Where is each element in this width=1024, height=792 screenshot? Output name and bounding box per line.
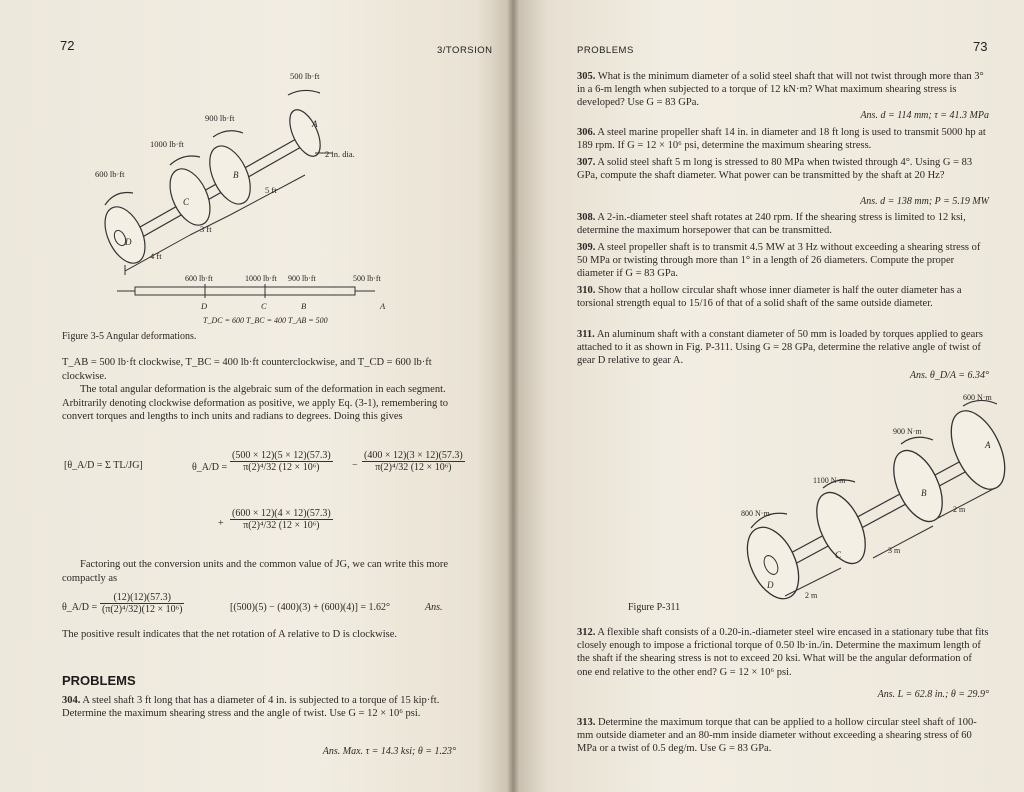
fbd-bottom-3: A — [380, 301, 386, 311]
figure-3-5-caption: Figure 3-5 Angular deformations. — [62, 331, 197, 342]
paragraph-3: Factoring out the conversion units and the common value of JG, we can write this more compactly as — [62, 559, 448, 584]
term1-denominator: π(2)⁴/32 (12 × 10⁶) — [243, 462, 320, 473]
problem-308-text: A 2-in.-diameter steel shaft rotates at 240 rpm. If the shearing stress is limited to 12 ksi, determine the maximum horsepower that can be transmitted. — [577, 212, 966, 237]
problem-306 — [577, 126, 989, 152]
problem-307-text: A solid steel shaft 5 m long is stressed to 80 MPa when twisted through 4°. Using G = 83 GPa, compute the shaft diameter. What power can be transmitted by the shaft at 20 Hz? — [577, 157, 973, 182]
p311-label-t2: 900 N·m — [893, 427, 922, 436]
fbd-bottom-0: D — [201, 301, 208, 311]
p311-label-l1: 2 m — [805, 591, 818, 600]
fig-label-dia: 2 in. dia. — [325, 149, 355, 159]
p311-label-d: D — [767, 580, 774, 590]
right-page — [513, 0, 1024, 792]
problem-306-number: 306. — [577, 127, 596, 138]
problem-308-number: 308. — [577, 212, 596, 223]
problem-312-answer: Ans. L = 62.8 in.; θ = 29.9° — [877, 689, 989, 700]
problem-308 — [577, 211, 989, 237]
problem-307 — [577, 156, 989, 182]
fbd-bottom-1: C — [261, 301, 267, 311]
problem-309-text: A steel propeller shaft is to transmit 4.5 MW at 3 Hz without exceeding a shearing stress of 50 MPa or twisting through more than 1° in a length of 26 diameters. Compute the proper diameter if G = 83 GPa. — [577, 242, 981, 280]
problem-313 — [577, 716, 989, 756]
equation-2-frac — [100, 592, 184, 615]
equation-1-lhs: [θ_A/D = Σ TL/JG] — [64, 460, 143, 471]
problem-311-answer: Ans. θ_D/A = 6.34° — [909, 370, 989, 381]
p311-label-t1: 600 N·m — [963, 393, 992, 402]
problem-312 — [577, 626, 989, 679]
p311-label-c: C — [835, 550, 842, 560]
problem-306-text: A steel marine propeller shaft 14 in. in diameter and 18 ft long is used to transmit 5000 hp at 189 rpm. If G = 12 × 10⁶ psi, determine the maximum shearing stress. — [577, 127, 986, 152]
page-number-right: 73 — [973, 39, 988, 54]
term3-numerator: (600 × 12)(4 × 12)(57.3) — [232, 508, 331, 519]
p311-label-a: A — [985, 440, 991, 450]
problem-305-answer: Ans. d = 114 mm; τ = 41.3 MPa — [860, 110, 989, 121]
problem-311-number: 311. — [577, 329, 595, 340]
figure-3-5 — [95, 65, 435, 340]
problem-311-text: An aluminum shaft with a constant diameter of 50 mm is loaded by torques applied to gears attached to it as shown in Fig. P-311. Using G = 28 GPa, determine the relative angle of twist of gear D relative to gear A. — [577, 329, 983, 367]
problem-305 — [577, 70, 989, 110]
fig-label-d: D — [125, 237, 132, 247]
equation-1-term2 — [362, 450, 465, 473]
p311-label-t3: 1100 N·m — [813, 476, 846, 485]
problem-307-number: 307. — [577, 157, 596, 168]
equation-2-denominator: (π(2)⁴/32)(12 × 10⁶) — [102, 604, 183, 615]
fbd-top-3: 500 lb·ft — [353, 274, 381, 283]
problem-304 — [62, 694, 456, 720]
problem-309-number: 309. — [577, 242, 596, 253]
fbd-top-2: 900 lb·ft — [288, 274, 316, 283]
problem-313-number: 313. — [577, 717, 596, 728]
equation-1-lhs2: θ_A/D = — [192, 462, 228, 473]
problem-313-text: Determine the maximum torque that can be applied to a hollow circular steel shaft of 100-mm outside diameter and an 80-mm inside diameter without exceeding a shearing stress of 60 MPa or a twist of 0.5 deg/m. Use G = 83 GPa. — [577, 717, 977, 755]
p311-label-b: B — [921, 488, 927, 498]
equation-1-minus: − — [352, 460, 358, 471]
problem-305-text: What is the minimum diameter of a solid steel shaft that will not twist through more than 3° in a 6-m length when subjected to a torque of 12 kN·m? What maximum shearing stress is developed? Use G = 83 GPa. — [577, 71, 984, 109]
problem-310-text: Show that a hollow circular shaft whose inner diameter is half the outer diameter has a torsional strength equal to 15/16 of that of a solid shaft of the same outside diameter. — [577, 285, 962, 310]
equation-2-numerator: (12)(12)(57.3) — [100, 592, 184, 604]
equation-2-rest: [(500)(5) − (400)(3) + (600)(4)] = 1.62° — [230, 602, 391, 613]
fbd-top-0: 600 lb·ft — [185, 274, 213, 283]
problem-310 — [577, 284, 989, 310]
problem-312-number: 312. — [577, 627, 596, 638]
paragraph-1: T_AB = 500 lb·ft clockwise, T_BC = 400 lb·ft counterclockwise, and T_CD = 600 lb·ft clockwise. — [62, 357, 432, 382]
term1-numerator: (500 × 12)(5 × 12)(57.3) — [232, 450, 331, 461]
fig-label-t2: 900 lb·ft — [205, 113, 235, 123]
paragraph-2: The total angular deformation is the algebraic sum of the deformation in each segment. Arbitrarily denoting clockwise deformation as positive, we apply Eq. (3-1), remembering to convert torques and lengths to inch units and radians to degrees. Doing this gives — [62, 384, 449, 422]
paragraph-4: The positive result indicates that the net rotation of A relative to D is clockwise. — [62, 629, 398, 640]
fig-label-l2: 3 ft — [200, 224, 212, 234]
problem-311 — [577, 328, 989, 368]
problem-304-number: 304. — [62, 695, 81, 706]
figure-p-311-caption: Figure P-311 — [628, 602, 681, 613]
equation-2-lhs: θ_A/D = — [62, 602, 98, 613]
problem-312-text: A flexible shaft consists of a 0.20-in.-diameter steel wire encased in a stationary tube that fits closely enough to impose a frictional torque of 0.50 lb·in./in. Determine the maximum length of the shaft if the shearing stress is not to exceed 20 ksi. What will be the angular deformation of one end relative to the other end? G = 12 × 10⁶ psi. — [577, 627, 989, 678]
fig-label-b: B — [233, 170, 239, 180]
running-head-left: 3/TORSION — [437, 45, 493, 56]
fig-label-t4: 600 lb·ft — [95, 169, 125, 179]
free-body-diagram — [117, 284, 375, 298]
equation-1-plus: + — [218, 518, 224, 529]
fbd-top-1: 1000 lb·ft — [245, 274, 277, 283]
page-number-left: 72 — [60, 38, 75, 53]
fig-label-c: C — [183, 197, 190, 207]
fbd-bottom-2: B — [301, 301, 307, 311]
p311-label-l2: 3 m — [888, 546, 901, 555]
fig-label-l3: 4 ft — [150, 251, 162, 261]
book-gutter — [507, 0, 519, 792]
fig-label-a: A — [312, 119, 318, 129]
equation-1-term3 — [230, 508, 333, 531]
fig-label-t1: 500 lb·ft — [290, 71, 320, 81]
p311-label-t4: 800 N·m — [741, 509, 770, 518]
running-head-right: PROBLEMS — [577, 45, 634, 56]
figure-p-311 — [723, 388, 1013, 610]
problem-304-answer: Ans. Max. τ = 14.3 ksi; θ = 1.23° — [322, 746, 456, 757]
fig-label-t3: 1000 lb·ft — [150, 139, 184, 149]
p311-label-l3: 2 m — [953, 505, 966, 514]
problem-307-answer: Ans. d = 138 mm; P = 5.19 MW — [860, 196, 989, 207]
fbd-torques: T_DC = 600 T_BC = 400 T_AB = 500 — [203, 316, 328, 325]
problem-309 — [577, 241, 989, 281]
fig-label-l1: 5 ft — [265, 185, 277, 195]
term3-denominator: π(2)⁴/32 (12 × 10⁶) — [243, 520, 320, 531]
section-heading-problems: PROBLEMS — [62, 673, 136, 688]
term2-denominator: π(2)⁴/32 (12 × 10⁶) — [375, 462, 452, 473]
equation-1-term1 — [230, 450, 333, 473]
term2-numerator: (400 × 12)(3 × 12)(57.3) — [364, 450, 463, 461]
problem-304-text: A steel shaft 3 ft long that has a diameter of 4 in. is subjected to a torque of 15 kip·ft. Determine the maximum shearing stress and the angle of twist. Use G = 12 × 10⁶ psi. — [62, 695, 440, 720]
problem-305-number: 305. — [577, 71, 596, 82]
gear-shaft-drawing — [737, 400, 1013, 606]
problem-310-number: 310. — [577, 285, 596, 296]
equation-2-ans: Ans. — [425, 602, 443, 613]
